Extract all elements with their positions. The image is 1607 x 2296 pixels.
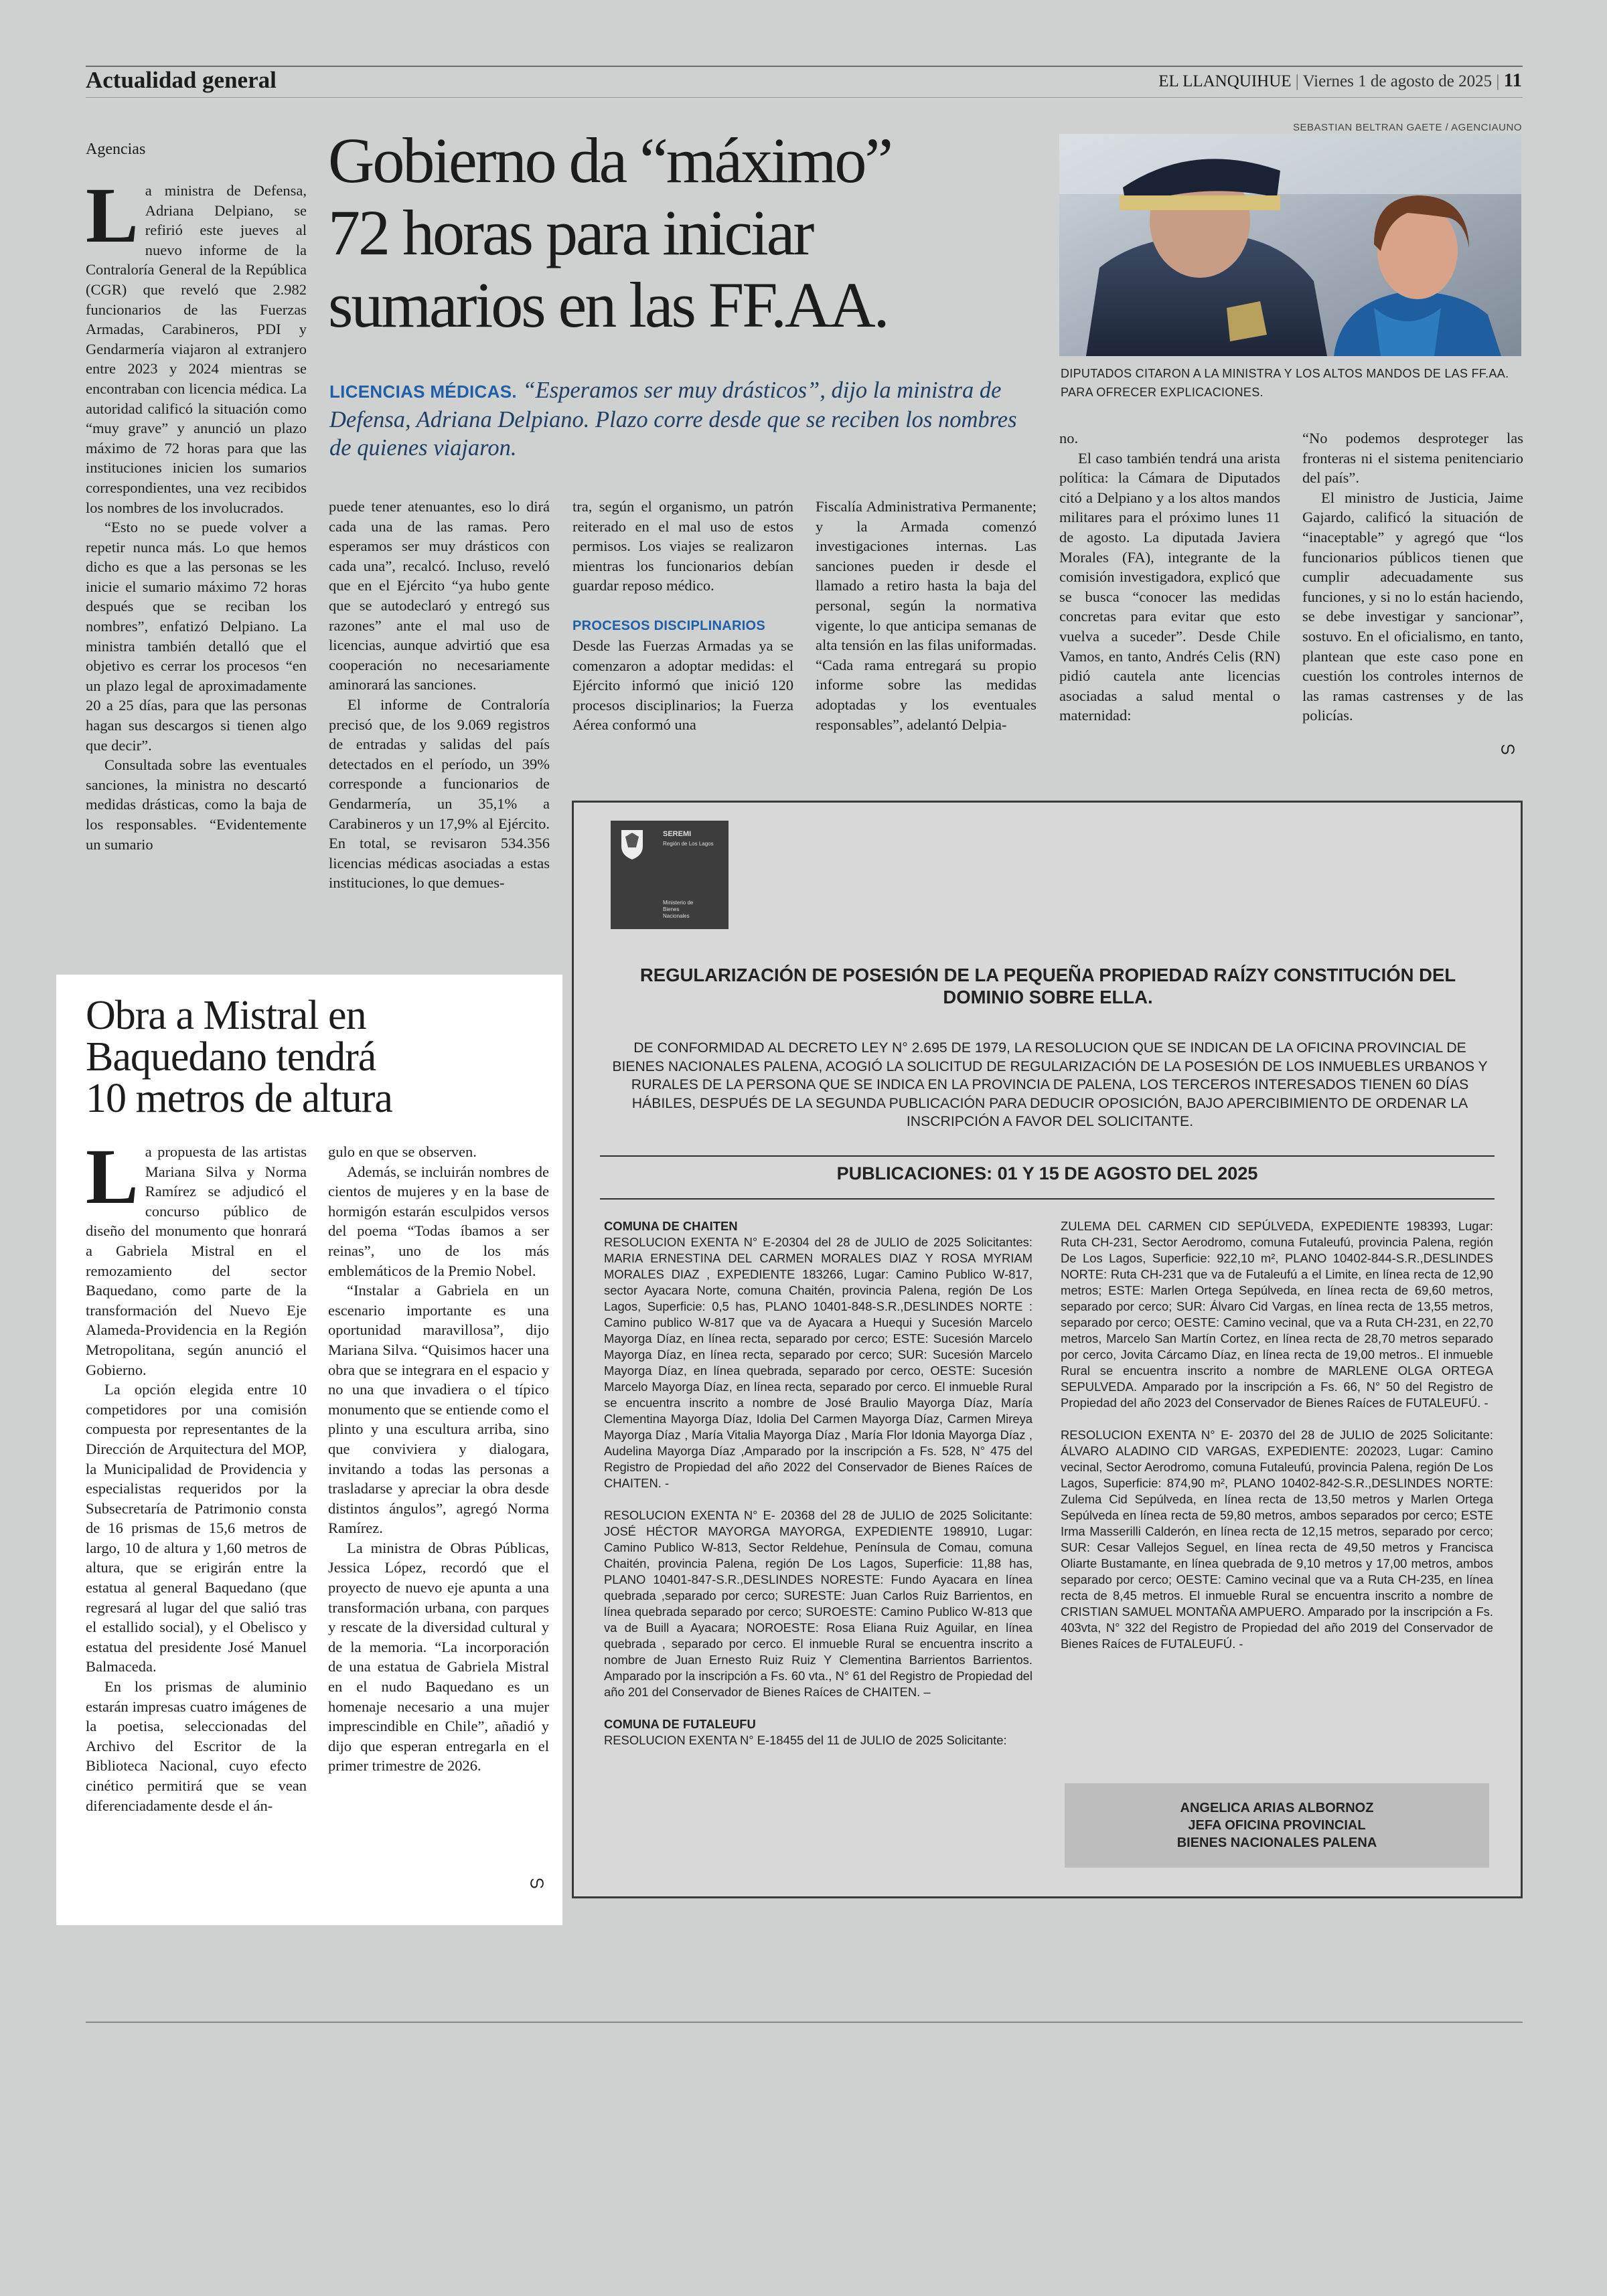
end-mark: ഗ — [529, 1874, 544, 1892]
signatory-title: JEFA OFICINA PROVINCIAL — [1188, 1818, 1366, 1833]
deck-text: “Esperamos ser muy drásticos”, dijo la ministra de Defensa, Adriana Delpiano. Plazo corre desde que se reciben los nombres de quienes viajaron. — [329, 378, 1017, 461]
paragraph: Consultada sobre las eventuales sanciones, la ministra no descartó medidas drásticas, como la baja de los responsables. “Evidentemente un sumario — [86, 756, 307, 853]
paragraph: Además, se incluirán nombres de cientos de mujeres y en la base de hormigón estarán esculpidos versos del poema “Todas íbamos a ser reinas”, uno de los más emblemáticos de la Premio Nobel. — [328, 1163, 549, 1279]
notice-divider — [600, 1155, 1495, 1157]
paragraph: La opción elegida entre 10 competidores por una comisión compuesta por representantes de la Dirección de Arquitectura del MOP, la Municipalidad de Providencia y especialistas requeridos por la Subsecretaría de Patrimonio consta de 16 prismas de 15,6 metros de largo, 10 de altura y 1,60 metros de altura, que se erigirán entre la estatua al general Baquedano (que regresará al lugar del que salió tras el estallido social), y el Obelisco y estatua del presidente José Manuel Balmaceda. — [86, 1381, 307, 1675]
logo-text: Bienes — [663, 906, 680, 912]
paragraph: puede tener atenuantes, eso lo dirá cada una de las ramas. Pero esperamos ser muy drásticos con cada una”, recalcó. Incluso, reveló que en el Ejército “ya hubo gente que se autodeclaró y entregó sus razones” ante el mal uso de licencias, aunque advirtió que esa cooperación no necesariamente aminorará las sanciones. — [329, 498, 550, 693]
logo-text: Región de Los Lagos — [663, 841, 714, 847]
paragraph: En los prismas de aluminio estarán impresas cuatro imágenes de la poetisa, seleccionadas del Archivo del Escritor de la Biblioteca Nacional, cuyo efecto cinético permitirá que se vean diferenciadamente desde el án- — [86, 1678, 307, 1814]
notice-right-col — [1061, 1218, 1493, 1774]
top-rule — [86, 66, 1523, 67]
notice-paragraph: RESOLUCION EXENTA N° E-18455 del 11 de JULIO de 2025 Solicitante: — [604, 1733, 1007, 1747]
story1-col2 — [329, 497, 550, 965]
story1-col1 — [86, 181, 307, 964]
paragraph: El caso también tendrá una arista política: la Cámara de Diputados citó a Delpiano y a los altos mandos militares para el próximo lunes 11 de agosto. La diputada Javiera Morales (FA), integrante de la comisión investigadora, explicó que se busca “conocer las medidas concretas para evitar que esto vuelva a suceder”. Desde Chile Vamos, en tanto, Andrés Celis (RN) pidió cautela ante licencias asociadas a salud mental o maternidad: — [1059, 449, 1280, 724]
notice-paragraph: RESOLUCION EXENTA N° E- 20368 del 28 de JULIO de 2025 Solicitante: JOSÉ HÉCTOR MAYORGA MAYORGA, EXPEDIENTE 198910, Lugar: Camino Publico W-813, Sector Reldehue, Península de Comau, comuna Chaitén, provincia Palena, región De Los Lagos, Superficie: 11,88 has, PLANO 10401-847-S.R.,DESLINDES NORESTE: Fundo Ayacara en línea quebrada ,separado por cerco; SURESTE: Juan Carlos Ruiz Barrientos, en línea quebrada separado por cerco; SUROESTE: Camino Publico W-813 que va de Buill a Ayacara; NOROESTE: Rosa Eliana Ruiz Aguilar, en línea quebrada , separado por cerco. El inmueble Rural se encuentra inscrito a nombre de Juan Ernesto Ruiz Ruiz Y Clementina Barrientos Barrientos. Amparado por la inscripción a Fs. 60 vta., N° 61 del Registro de Propiedad del año 201 del Conservador de Bienes Raíces de CHAITEN. – — [604, 1508, 1032, 1699]
paragraph: “Esto no se puede volver a repetir nunca más. Lo que hemos dicho es que a las personas se les inicie el sumario máximo 72 horas después que se reciban los nombres”, enfatizó Delpiano. La ministra también detalló que el objetivo es cerrar los procesos “en un plazo legal de aproximadamente 20 a 25 días, para que las personas hagan sus descargos si tienen algo que decir”. — [86, 519, 307, 754]
page-number: 11 — [1503, 70, 1522, 91]
notice-divider — [600, 1198, 1495, 1200]
logo-text: Nacionales — [663, 913, 690, 919]
story1-deck — [329, 376, 1032, 462]
section-heading: COMUNA DE FUTALEUFU — [604, 1717, 756, 1731]
paragraph: La ministra de Obras Públicas, Jessica López, recordó que el proyecto de nuevo eje apunta a una transformación urbana, con parques y rescate de la diversidad cultural y de la memoria. “La incorporación de una estatua de Gabriela Mistral en el nudo Baquedano es un homenaje necesario a una mujer imprescindible en Chile”, añadió y dijo que esperan entregarla en el primer trimestre de 2026. — [328, 1539, 549, 1775]
subhead: PROCESOS DISCIPLINARIOS — [572, 618, 766, 633]
paragraph: El ministro de Justicia, Jaime Gajardo, calificó la situación de “inaceptable” y agregó que “los funcionarios públicos tienen que cumplir adecuadamente sus funciones, y si no lo están haciendo, se debe investigar y sancionar”, sostuvo. En el oficialismo, en tanto, plantean que este caso pone en cuestión los controles internos de las ramas castrenses y de las policías. — [1302, 489, 1523, 724]
paragraph: a ministra de Defensa, Adriana Delpiano, se refirió este jueves al nuevo informe de la Contraloría General de la República (CGR) que reveló que 2.982 funcionarios de las Fuerzas Armadas, Carabineros, PDI y Gendarmería viajaron al extranjero entre 2023 y 2024 mientras se encontraban con licencia médica. La autoridad calificó la situación como “muy grave” y anunció un plazo máximo de 72 horas para que las instituciones inicien los sumarios correspondientes, una vez recibidos los nombres de los involucrados. — [86, 182, 307, 516]
logo-text: Ministerio de — [663, 900, 694, 906]
story1-col5 — [1059, 428, 1280, 763]
byline: Agencias — [86, 141, 146, 158]
paragraph: Fiscalía Administrativa Permanente; y la Armada comenzó investigaciones internas. Las sanciones pueden ir desde el llamado a retiro hasta la baja del personal, según la normativa vigente, lo que anticipa semanas de alta tensión en las filas uniformadas. “Cada rama entregará su propio informe sobre las medidas adoptadas y los eventuales responsables”, adelantó Delpia- — [816, 498, 1037, 733]
headline-line: 10 metros de altura — [86, 1076, 392, 1121]
notice-left-col — [604, 1218, 1032, 1861]
section-heading: COMUNA DE CHAITEN — [604, 1219, 738, 1233]
masthead-right: EL LLANQUIHUE | Viernes 1 de agosto de 2025 | 11 — [1158, 70, 1522, 91]
paragraph: Desde las Fuerzas Armadas ya se comenzaron a adoptar medidas: el Ejército informó que inició 120 procesos disciplinarios; la Fuerza Aérea conformó una — [572, 637, 793, 734]
headline-line: 72 horas para iniciar — [328, 197, 813, 268]
photo-illustration — [1059, 134, 1521, 356]
deck-kicker: LICENCIAS MÉDICAS. — [329, 382, 517, 402]
section-label: Actualidad general — [86, 67, 277, 93]
headline-line: sumarios en las FF.AA. — [328, 269, 888, 341]
paragraph: El informe de Contraloría precisó que, de los 9.069 registros de entradas y salidas del país detectados en el período, un 39% corresponde a funcionarios de Gendarmería, un 35,1% a Carabineros y un 17,9% al Ejército. En total, se revisaron 534.356 licencias médicas asociadas a estas instituciones, lo que demues- — [329, 695, 550, 892]
paragraph: “Instalar a Gabriela en un escenario importante es una oportunidad maravillosa”, dijo Mariana Silva. “Quisimos hacer una obra que se integrara en el espacio y no una que invadiera o el típico monumento que se entiende como el plinto y una escultura arriba, sino que conviviera y dialogara, invitando a todas las personas a trasladarse y apreciar la obra desde distintos ángulos”, agregó Norma Ramírez. — [328, 1282, 549, 1537]
bottom-rule — [86, 2022, 1523, 2023]
story1-col4 — [816, 497, 1037, 764]
paragraph: gulo en que se observen. — [328, 1143, 477, 1160]
story2-col2 — [328, 1142, 549, 1912]
notice-title: REGULARIZACIÓN DE POSESIÓN DE LA PEQUEÑA PROPIEDAD RAÍZY CONSTITUCIÓN DEL DOMINIO SOBRE ELLA. — [639, 965, 1456, 1007]
issue-date: Viernes 1 de agosto de 2025 — [1302, 72, 1493, 90]
notice-paragraph: RESOLUCION EXENTA N° E-20304 del 28 de JULIO de 2025 Solicitantes: MARIA ERNESTINA DEL CARMEN MORALES DIAZ Y ROSA MYRIAM MORALES DIAZ , EXPEDIENTE 183266, Lugar: Camino Publico W-817, sector Ayacara Norte, comuna Chaitén, provincia Palena, región De Los Lagos, Superficie: 0,5 has, PLANO 10401-848-S.R.,DESLINDES NORTE : Camino publico W-817 que va de Ayacara a Huequi y Sucesión Marcelo Mayorga Díaz, en línea recta, separado por cerco; ESTE: Sucesión Marcelo Mayorga Díaz, en línea recta, separado por cerco; SUR: Sucesión Marcelo Mayorga Díaz, en línea quebrada, separado por cerco, OESTE: Sucesión Marcelo Mayorga Díaz, en línea recta, separado por cerco. El inmueble Rural se encuentra inscrito a nombre de José Braulio Mayorga Díaz, María Clementina Mayorga Díaz, Idolia Del Carmen Mayorga Díaz, Carmen Mireya Mayorga Díaz , María Vitalia Mayorga Díaz , María Flor Idonia Mayorga Díaz , Audelina Mayorga Díaz ,Amparado por la inscripción a Fs. 528, N° 475 del Registro de Propiedad del año 2022 del Conservador de Bienes Raíces de CHAITEN. - — [604, 1235, 1032, 1490]
signatory-office: BIENES NACIONALES PALENA — [1176, 1835, 1377, 1850]
notice-intro: DE CONFORMIDAD AL DECRETO LEY N° 2.695 DE 1979, LA RESOLUCION QUE SE INDICAN DE LA OFICINA PROVINCIAL DE BIENES NACIONALES PALENA, ACOGIÓ LA SOLICITUD DE REGULARIZACIÓN DE LA POSESIÓN DE LOS INMUEBLES URBANOS Y RURALES DE LA PERSONA QUE SE INDICA EN LA PROVINCIA DE PALENA, LOS TERCEROS INTERESADOS TIENEN 60 DÍAS HÁBILES, DESPUÉS DE LA SEGUNDA PUBLICACIÓN PARA DEDUCIR OPOSICIÓN, BAJO APERCIBIMIENTO DE ORDENAR LA INSCRIPCIÓN A FAVOR DEL SOLICITANTE. — [612, 1040, 1488, 1130]
ministry-logo — [611, 821, 729, 929]
logo-text: SEREMI — [663, 830, 692, 838]
story1-headline — [328, 125, 1038, 341]
photo-caption: DIPUTADOS CITARON A LA MINISTRA Y LOS ALTOS MANDOS DE LAS FF.AA. PARA OFRECER EXPLICACIONES. — [1061, 367, 1509, 399]
story1-photo — [1059, 134, 1521, 356]
story2-headline — [86, 995, 548, 1119]
drop-cap: L — [86, 181, 139, 259]
headline-line: Obra a Mistral en — [86, 993, 366, 1038]
paragraph: tra, según el organismo, un patrón reiterado en el mal uso de estos permisos. Los viajes se realizaron mientras los funcionarios debían guardar reposo médico. — [572, 498, 793, 594]
photo-credit: SEBASTIAN BELTRAN GAETE / AGENCIAUNO — [1293, 122, 1522, 133]
headline-line: Gobierno da “máximo” — [328, 125, 892, 196]
publication-dates: PUBLICACIONES: 01 Y 15 DE AGOSTO DEL 2025 — [836, 1163, 1258, 1183]
paper-name: EL LLANQUIHUE — [1158, 72, 1292, 90]
shield-icon — [619, 827, 645, 861]
paragraph: a propuesta de las artistas Mariana Silva y Norma Ramírez se adjudicó el concurso público de diseño del monumento que honrará a Gabriela Mistral en el remozamiento del sector Baquedano, como parte de la transformación del Nuevo Eje Alameda-Providencia en la Región Metropolitana, según anunció el Gobierno. — [86, 1143, 307, 1378]
signature-block — [1065, 1783, 1489, 1868]
paragraph: “No podemos desproteger las fronteras ni el sistema penitenciario del país”. — [1302, 430, 1523, 487]
paragraph: no. — [1059, 430, 1079, 446]
signatory-name: ANGELICA ARIAS ALBORNOZ — [1180, 1801, 1374, 1815]
story1-col3 — [572, 497, 793, 764]
headline-line: Baquedano tendrá — [86, 1034, 376, 1080]
story2-col1 — [86, 1142, 307, 1912]
notice-paragraph: ZULEMA DEL CARMEN CID SEPÚLVEDA, EXPEDIENTE 198393, Lugar: Ruta CH-231, Sector Aerodromo, comuna Futaleufú, provincia Palena, región De Los Lagos, Superficie: 922,10 m², PLANO 10402-844-S.R.,DESLINDES NORTE: Ruta CH-231 que va de Futaleufú a el Limite, en línea recta de 12,90 metros; ESTE: Marlen Ortega Sepúlveda, en línea recta de 69,60 metros, separado por cerco; SUR: Álvaro Cid Vargas, en línea recta de 13,55 metros, separado por cerco; OESTE: Camino vecinal, que va a Ruta CH-231, en 22,70 metros, Marcelo San Martín Cortez, en línea recta de 28,70 metros separado por cerco, Jovita Cárcamo Díaz, en línea recta de 19,00 metros.. El inmueble Rural se encuentra inscrito a nombre de MARLENE OLGA ORTEGA SEPULVEDA. Amparado por la inscripción a Fs. 66, N° 50 del Registro de Propiedad del año 2023 del Conservador de Bienes Raíces de FUTALEUFÚ. - — [1061, 1219, 1493, 1410]
masthead-underline — [86, 97, 1523, 98]
end-mark: ഗ — [1500, 740, 1515, 758]
drop-cap: L — [86, 1142, 139, 1220]
story1-col6 — [1302, 428, 1523, 763]
notice-paragraph: RESOLUCION EXENTA N° E- 20370 del 28 de JULIO de 2025 Solicitante: ÁLVARO ALADINO CID VARGAS, EXPEDIENTE: 202023, Lugar: Camino vecinal, Sector Aerodromo, comuna Futaleufú, provincia Palena, región De Los Lagos, Superficie: 874,90 m², PLANO 10402-842-S.R.,DESLINDES NORTE: Zulema Cid Sepúlveda, en línea recta de 13,50 metros y Marlen Ortega Sepúlveda en línea recta de 59,80 metros, ambos separados por cerco; ESTE Irma Masserilli Calderón, en línea recta de 12,15 metros, separado por cerco; SUR: Cesar Vallejos Seguel, en línea recta de 49,50 metros y Francisca Oliarte Bustamante, en línea quebrada de 9,10 metros y 17,00 metros, ambos separado por cerco; OESTE: Camino vecinal que va a Ruta CH-235, en línea recta de 8,45 metros. El inmueble Rural se encuentra inscrito a nombre de CRISTIAN SAMUEL MONTAÑA AMPUERO. Amparado por la inscripción a Fs. 403vta, N° 322 del Registro de Propiedad del año 2019 del Conservador de Bienes Raíces de FUTALEUFÚ. - — [1061, 1428, 1493, 1651]
